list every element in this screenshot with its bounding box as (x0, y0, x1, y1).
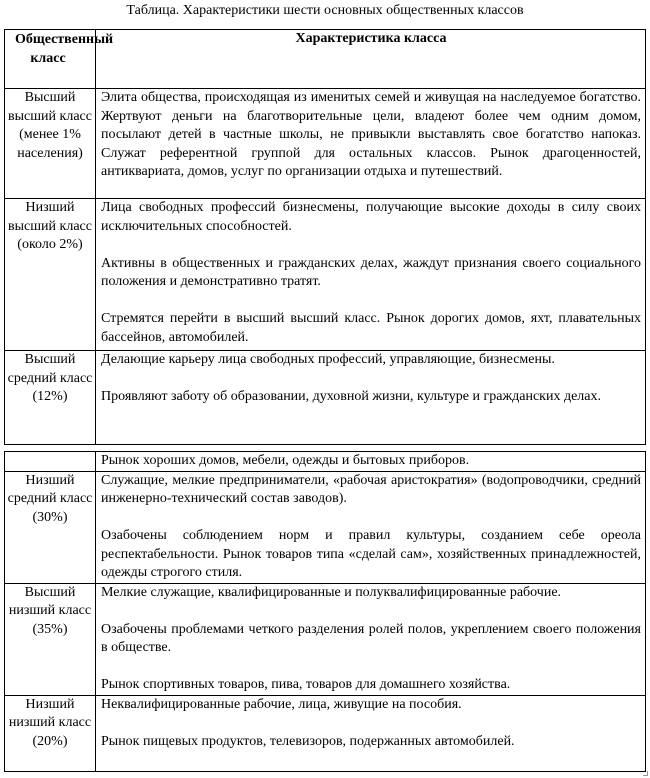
header-row (5, 30, 646, 89)
description-paragraph: Делающие карьеру лица свободных профессий, управляющие, бизнесмены. (101, 352, 555, 367)
class-description (96, 583, 646, 695)
class-name: Низший низший класс (20%) (5, 695, 96, 771)
description-paragraph: Мелкие служащие, квалифицированные и полуквалифицированные рабочие. (101, 584, 562, 600)
class-name: Низший высший класс (около 2%) (5, 199, 96, 351)
header-class: Общественный класс (5, 30, 96, 89)
table-row (5, 583, 646, 695)
header-characteristic: Характеристика класса (96, 30, 646, 89)
table-row (5, 89, 646, 199)
table-row (5, 695, 646, 771)
class-description (96, 351, 646, 445)
description-paragraph: Стремятся перейти в высший высший класс. Рынок дорогих домов, яхт, плавательных бассейнов, автомобилей. (101, 311, 641, 345)
class-name: Высший средний класс (12%) (5, 351, 96, 445)
description-paragraph: Лица свободных профессий бизнесмены, получающие высокие доходы в силу своих исключительных способностей. (101, 200, 641, 234)
class-description (96, 199, 646, 351)
class-name (5, 452, 96, 472)
description-paragraph: Рынок спортивных товаров, пива, товаров для домашнего хозяйства. (101, 677, 511, 692)
social-classes-table-part-1 (4, 29, 646, 445)
class-description (96, 695, 646, 771)
class-description (96, 471, 646, 583)
description-paragraph: Активны в общественных и гражданских делах, жаждут признания своего социального положения и демонстративно тратят. (101, 255, 641, 289)
table-row (5, 199, 646, 351)
class-name: Низший средний класс (30%) (5, 471, 96, 583)
table-row (5, 351, 646, 445)
class-description (96, 89, 646, 199)
description-paragraph: Озабочены проблемами четкого разделения ролей полов, укреплением своего положения в обществе. (101, 621, 641, 655)
description-paragraph: Проявляют заботу об образовании, духовной жизни, культуре и гражданских делах. (101, 389, 602, 404)
description-paragraph: Неквалифицированные рабочие, лица, живущие на пособия. (101, 696, 462, 712)
description-paragraph: Рынок пищевых продуктов, телевизоров, подержанных автомобилей. (101, 733, 515, 749)
table-row (5, 452, 646, 472)
page-corner-mark (643, 771, 648, 776)
table-caption: Таблица. Характеристики шести основных общественных классов (126, 3, 524, 18)
social-classes-table-part-2 (4, 451, 646, 772)
description-paragraph: Элита общества, происходящая из именитых семей и живущая на наследуемое богатство. Жертвуют деньги на благотворительные цели, владеют более чем одним домом, посылают детей в частные школы, не привыкли выставлять свое богатство напоказ. Служат референтной группой для остальных классов. Рынок драгоценностей, антиквариата, домов, услуг по организации отдыха и путешествий. (101, 90, 641, 179)
table-row (5, 471, 646, 583)
description-paragraph: Служащие, мелкие предприниматели, «рабочая аристократия» (водопроводчики, средний инженерно-технический состав заводов). (101, 472, 641, 506)
class-description-continuation: Рынок хороших домов, мебели, одежды и бытовых приборов. (96, 452, 646, 472)
description-paragraph: Озабочены соблюдением норм и правил культуры, созданием себе ореола респектабельности. Рынок товаров типа «сделай сам», хозяйственных принадлежностей, одежды строгого стиля. (101, 528, 641, 580)
class-name: Высший низший класс (35%) (5, 583, 96, 695)
class-name: Высший высший класс (менее 1% населения) (5, 89, 96, 199)
